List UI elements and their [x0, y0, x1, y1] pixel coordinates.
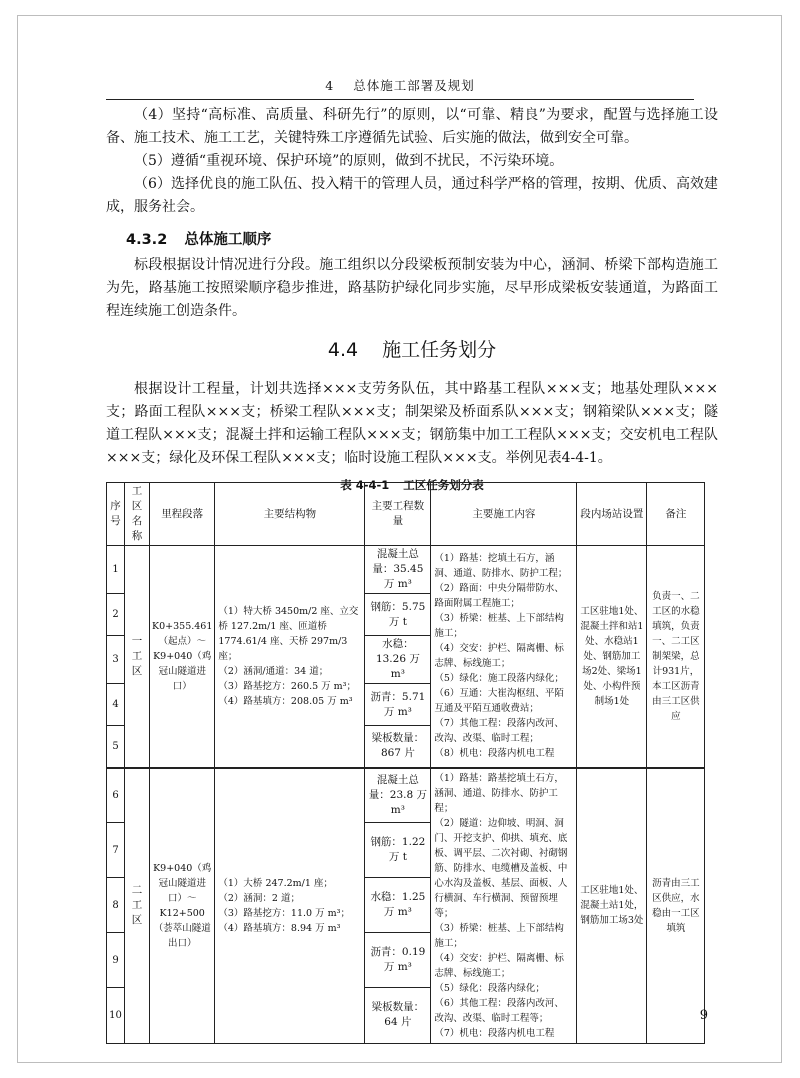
content-item: （4）交安：护栏、隔离栅、标志牌、标线施工； — [434, 643, 564, 670]
content-item: （3）桥梁：桩基、上下部结构施工； — [434, 613, 564, 640]
row-number: 3 — [107, 636, 125, 684]
content-item: （8）机电：段落内机电工程 — [434, 748, 555, 760]
zone-mileage: K9+040（鸡冠山隧道进口）～K12+500（荟萃山隧道出口） — [150, 768, 215, 1044]
task-division-paragraph: 根据设计工程量，计划共选择×××支劳务队伍，其中路基工程队×××支；地基处理队×××支；路面工程队×××支；桥梁工程队×××支；制架梁及桥面系队×××支；钢箱梁队×××支；隧道工程队×××支；混凝土拌和运输工程队×××支；钢筋集中加工工程队×××支；交安机电工程队×××支；绿化及环保工程队×××支；临时设施工程队×××支。举例见表4-4-1。 — [106, 381, 718, 466]
principle-6-paragraph: （6）选择优良的施工队伍、投入精干的管理人员，通过科学严格的管理，按期、优质、高效建成，服务社会。 — [106, 176, 718, 215]
quantity-cell: 沥青：0.19 万 m³ — [365, 933, 431, 988]
content-item: （1）路基：挖填土石方，涵洞、通道、防排水、防护工程； — [434, 553, 568, 580]
quantity-cell: 混凝土总量：35.45 万 m³ — [365, 546, 431, 594]
section-heading-44 — [106, 335, 718, 362]
structure-item: （4）路基填方：8.94 万 m³ — [218, 922, 341, 934]
content-item: （5）绿化：施工段落内绿化； — [434, 673, 564, 685]
zone-note: 负责一、二工区的水稳填筑，负责一、二工区制架梁，总计931片，本工区沥青由三工区供应 — [647, 546, 705, 768]
structure-item: （1）特大桥 3450m/2 座、立交桥 127.2m/1 座、匝道桥 1774.61/4 座、天桥 297m/3 座； — [218, 605, 359, 662]
header-station: 段内场站设置 — [577, 483, 647, 546]
table-caption-number: 表 4-4-1 — [340, 478, 390, 492]
content-item: （6）其他工程：段落内改河、改沟、改渠、临时工程等； — [434, 997, 564, 1024]
principle-5-paragraph: （5）遵循“重视环境、保护环境”的原则，做到不扰民，不污染环境。 — [134, 153, 564, 169]
quantity-cell: 水稳：1.25 万 m³ — [365, 878, 431, 933]
zone-structures — [215, 546, 365, 768]
content-item: （2）隧道：边仰坡、明洞、洞门、开挖支护、仰拱、填充、底板、调平层、二次衬砌、衬砌钢筋、防排水、电缆槽及盖板、中心水沟及盖板、基层、面板、人行横洞、车行横洞、预留预埋等； — [434, 817, 568, 919]
row-number: 9 — [107, 933, 125, 988]
section-title: 总体施工顺序 — [184, 232, 272, 248]
content-item: （7）机电：段落内机电工程 — [434, 1027, 555, 1039]
quantity-cell: 梁板数量：64 片 — [365, 988, 431, 1043]
zone-station: 工区驻地1处、混凝土拌和站1处、水稳站1处、钢筋加工场2处、梁场1处、小构件预制场1处 — [577, 546, 647, 768]
zone-station: 工区驻地1处、混凝土站1处，钢筋加工场3处 — [577, 768, 647, 1044]
chapter-section-number: 4.4 — [327, 339, 359, 361]
content-item: （7）其他工程：段落内改河、改沟、改渠、临时工程； — [434, 718, 564, 745]
header-chapter-number: 4 — [325, 78, 335, 93]
section-number: 4.3.2 — [126, 232, 168, 248]
content-item: （3）桥梁：桩基、上下部结构施工； — [434, 922, 564, 949]
zone-structures — [215, 768, 365, 1044]
table-caption-title: 工区任务划分表 — [403, 478, 484, 492]
row-number: 2 — [107, 594, 125, 636]
row-number: 4 — [107, 684, 125, 726]
header-zone: 工区名称 — [125, 483, 150, 546]
zone-name: 一工区 — [125, 546, 150, 768]
structure-item: （3）路基挖方：11.0 万 m³； — [218, 907, 350, 919]
structure-item: （4）路基填方：208.05 万 m³ — [218, 695, 353, 707]
table-row — [107, 546, 705, 594]
zone-content — [431, 768, 577, 1044]
quantity-cell: 梁板数量：867 片 — [365, 726, 431, 768]
content-item: （5）绿化：段落内绿化； — [434, 982, 545, 994]
content-item: （2）路面：中央分隔带防水、路面附属工程施工； — [434, 583, 564, 610]
header-note: 备注 — [647, 483, 705, 546]
structure-item: （2）涵洞：2 道； — [218, 892, 300, 904]
construction-order-paragraph: 标段根据设计情况进行分段。施工组织以分段梁板预制安装为中心，涵洞、桥梁下部构造施工为先，路基施工按照梁顺序稳步推进，路基防护绿化同步实施，尽早形成梁板安装通道，为路面工程连续施工创造条件。 — [106, 257, 718, 319]
content-item: （6）互通：大崔沟枢纽、平陌互通及平陌互通收费站； — [434, 688, 564, 715]
zone-mileage: K0+355.461（起点）～K9+040（鸡冠山隧道进口） — [150, 546, 215, 768]
table-header-row — [107, 483, 705, 546]
header-content: 主要施工内容 — [431, 483, 577, 546]
row-number: 1 — [107, 546, 125, 594]
zone-note: 沥青由三工区供应，水稳由一工区填筑 — [647, 768, 705, 1044]
zone-name: 二工区 — [125, 768, 150, 1044]
quantity-cell: 沥青：5.71 万 m³ — [365, 684, 431, 726]
body-content — [106, 104, 718, 499]
structure-item: （2）涵洞/通道：34 道； — [218, 665, 329, 677]
zone-content — [431, 546, 577, 768]
content-item: （1）路基：路基挖填土石方，涵洞、通道、防排水、防护工程； — [434, 772, 564, 814]
quantity-cell: 水稳：13.26 万 m³ — [365, 636, 431, 684]
principle-4-paragraph: （4）坚持“高标准、高质量、科研先行”的原则，以“可靠、精良”为要求，配置与选择施工设备、施工技术、施工工艺，关键特殊工序遵循先试验、后实施的做法，做到安全可靠。 — [106, 107, 718, 146]
header-quantity: 主要工程数量 — [365, 483, 431, 546]
row-number: 7 — [107, 823, 125, 878]
header-structures: 主要结构物 — [215, 483, 365, 546]
row-number: 6 — [107, 768, 125, 823]
quantity-cell: 混凝土总量：23.8 万 m³ — [365, 768, 431, 823]
row-number: 8 — [107, 878, 125, 933]
header-seq: 序号 — [107, 483, 125, 546]
quantity-cell: 钢筋：1.22 万 t — [365, 823, 431, 878]
task-division-table — [106, 482, 705, 1044]
content-item: （4）交安：护栏、隔离栅、标志牌、标线施工； — [434, 952, 564, 979]
page-number: 9 — [699, 1008, 708, 1023]
running-header — [106, 76, 694, 100]
chapter-section-title: 施工任务划分 — [382, 339, 497, 361]
row-number: 5 — [107, 726, 125, 768]
row-number: 10 — [107, 988, 125, 1043]
structure-item: （1）大桥 247.2m/1 座； — [218, 877, 333, 889]
quantity-cell: 钢筋：5.75 万 t — [365, 594, 431, 636]
structure-item: （3）路基挖方：260.5 万 m³； — [218, 680, 356, 692]
header-mileage: 里程段落 — [150, 483, 215, 546]
header-chapter-title: 总体施工部署及规划 — [353, 78, 475, 93]
section-heading-432 — [126, 228, 718, 249]
table-row — [107, 768, 705, 823]
